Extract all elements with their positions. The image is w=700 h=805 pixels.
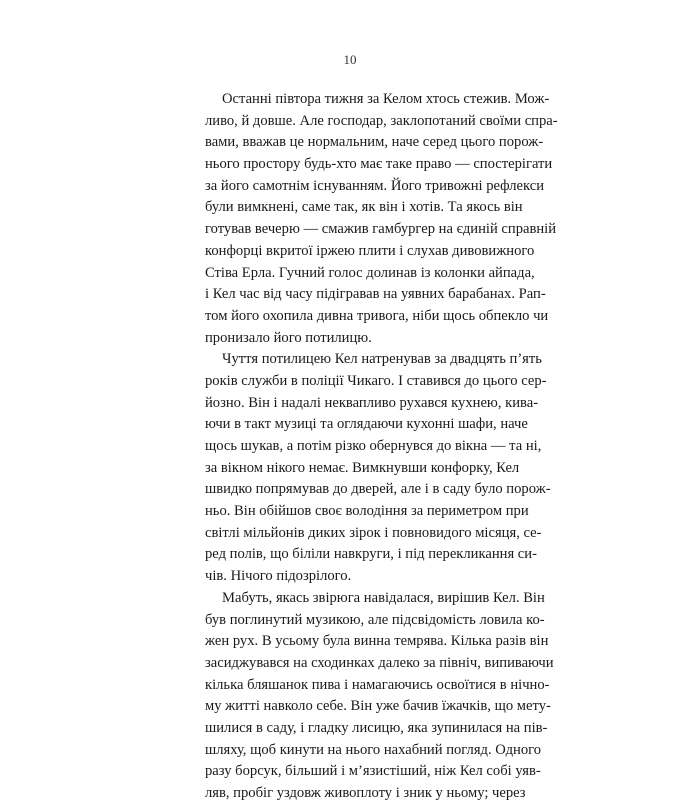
text-line: конфорці вкритої іржею плити і слухав дивовижного	[205, 242, 535, 259]
text-line: світлі мільйонів диких зірок і повновидого місяця, се-	[205, 524, 542, 541]
text-line: йозно. Він і надалі неквапливо рухався кухнею, кива-	[205, 394, 539, 411]
text-line: ючи в такт музиці та оглядаючи кухонні шафи, наче	[205, 416, 528, 433]
text-line: і Кел час від часу підігравав на уявних барабанах. Рап-	[205, 286, 546, 303]
text-line: разу борсук, більший і м’язистіший, ніж Кел собі уяв-	[205, 763, 541, 780]
paragraph-2	[205, 349, 551, 588]
text-line: ред полів, що біліли навкруги, і під перекликання си-	[205, 546, 537, 563]
text-line: швидко попрямував до дверей, але і в саду було порож-	[205, 481, 551, 498]
text-line: засиджувався на сходинках далеко за північ, випиваючи	[205, 654, 554, 671]
text-line: чів. Нічого підозрілого.	[205, 568, 352, 585]
text-line: ляв, пробіг уздовж живоплоту і зник у ньому; через	[205, 785, 526, 801]
text-line: за його самотнім існуванням. Його тривожні рефлекси	[205, 177, 545, 194]
paragraph-3	[205, 588, 554, 805]
text-line: шляху, щоб кинути на нього нахабний погляд. Одного	[205, 741, 542, 758]
text-line: Мабуть, якась звірюга навідалася, вирішив Кел. Він	[222, 589, 545, 606]
text-line: пронизало його потилицю.	[205, 329, 372, 346]
text-line: вами, вважав це нормальним, наче серед цього порож-	[205, 134, 544, 151]
text-line: років служби в поліції Чикаго. І ставився до цього сер-	[205, 372, 547, 389]
text-line: кілька бляшанок пива і намагаючись освоїтися в нічно-	[205, 676, 550, 693]
text-line: готував вечерю — смажив гамбургер на єдиній справній	[205, 221, 557, 238]
text-line: був поглинутий музикою, але підсвідомість ловила ко-	[205, 611, 545, 628]
paragraph-1	[205, 89, 558, 349]
text-line: Чуття потилицею Кел натренував за двадцять п’ять	[222, 351, 542, 368]
text-line: ливо, й довше. Але господар, заклопотаний своїми спра-	[205, 112, 558, 129]
text-line: том його охопила дивна тривога, ніби щось обпекло чи	[205, 307, 549, 324]
text-line: нього простору будь-хто має таке право — спостерігати	[205, 156, 553, 173]
text-line: шилися в саду, і гладку лисицю, яка зупинилася на пів-	[205, 719, 548, 736]
text-line: Останні півтора тижня за Келом хтось стежив. Мож-	[222, 91, 550, 107]
text-line: щось шукав, а потім різко обернувся до вікна — та ні,	[205, 438, 542, 454]
body-text	[205, 89, 558, 805]
text-line: були вимкнені, саме так, як він і хотів. Та якось він	[205, 199, 523, 216]
text-line: ньо. Він обійшов своє володіння за периметром при	[205, 503, 529, 520]
text-line: Стіва Ерла. Гучний голос долинав із колонки айпада,	[205, 264, 535, 281]
text-line: му житті навколо себе. Він уже бачив їжачків, що мету-	[205, 698, 551, 715]
page-number: 10	[343, 52, 357, 67]
text-line: жен рух. В усьому була винна темрява. Кілька разів він	[205, 633, 549, 650]
text-line: за вікном нікого немає. Вимкнувши конфорку, Кел	[205, 459, 520, 476]
